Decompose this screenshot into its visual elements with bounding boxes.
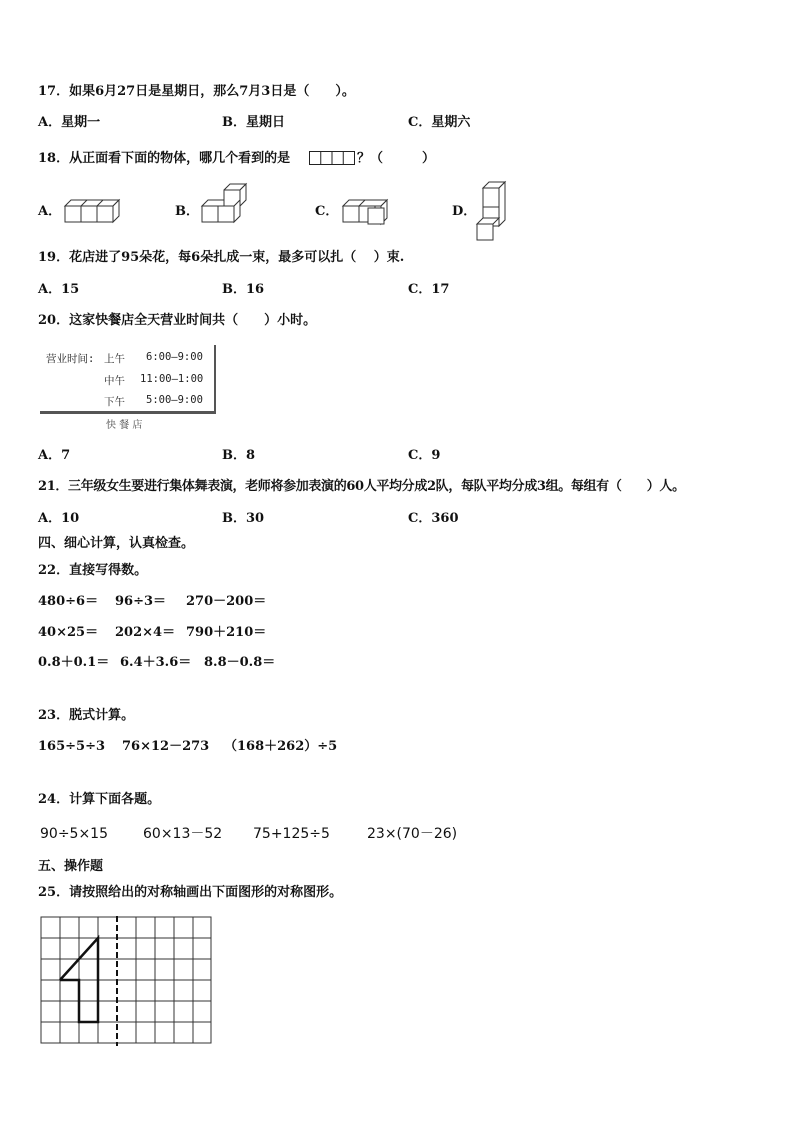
q21-option-a: A．10	[38, 511, 80, 526]
q18-option-d: D．	[452, 204, 477, 219]
q18-figure-b	[199, 188, 251, 226]
q25-text: 25．请按照给出的对称轴画出下面图形的对称图形。	[38, 885, 343, 900]
q23-text: 23．脱式计算。	[38, 708, 135, 723]
q18-after: ？（ ）	[357, 151, 436, 166]
q24-text: 24．计算下面各题。	[38, 792, 161, 807]
q17-option-a: A．星期一	[38, 115, 101, 130]
schedule-row-1-period: 上午	[104, 353, 125, 365]
schedule-row-1-time: 6:00—9:00	[146, 351, 203, 363]
q24-item-4: 23×(70－26)	[367, 826, 458, 842]
section-4-title: 四、细心计算，认真检查。	[38, 536, 195, 551]
q18-figure-a	[62, 195, 122, 223]
q22-r2-c1: 40×25＝	[38, 625, 99, 640]
q17-option-b: B．星期日	[222, 115, 285, 130]
schedule-row-3-period: 下午	[104, 396, 125, 408]
q18-option-c: C．	[315, 204, 339, 219]
schedule-row-2-time: 11:00—1:00	[140, 373, 204, 385]
q22-r3-c3: 8.8－0.8＝	[204, 655, 276, 670]
q19-text: 19．花店进了95朵花，每6朵扎成一束，最多可以扎（ ）束.	[38, 250, 405, 265]
schedule-caption: 快 餐 店	[106, 420, 143, 431]
section-5-title: 五、操作题	[38, 859, 104, 874]
q18-figure-c	[340, 194, 392, 226]
q23-item-2: 76×12－273	[122, 739, 210, 754]
q20-schedule-sign	[40, 345, 216, 414]
schedule-row-2-period: 中午	[104, 375, 125, 387]
q18-option-b: B．	[175, 204, 199, 219]
q22-r3-c2: 6.4＋3.6＝	[120, 655, 192, 670]
q24-item-3: 75+125÷5	[253, 826, 330, 842]
q19-option-c: C．17	[408, 282, 450, 297]
q19-option-a: A．15	[38, 282, 80, 297]
q22-r2-c3: 790＋210＝	[186, 625, 267, 640]
q22-r1-c1: 480÷6＝	[38, 594, 99, 609]
q25-grid-figure	[40, 916, 214, 1046]
q20-option-c: C．9	[408, 448, 441, 463]
q18-text: 18．从正面看下面的物体，哪几个看到的是	[38, 151, 291, 166]
q20-option-a: A．7	[38, 448, 71, 463]
q18-target-view-figure	[309, 151, 355, 165]
q20-text: 20．这家快餐店全天营业时间共（ ）小时。	[38, 313, 317, 328]
q23-item-3: （168＋262）÷5	[224, 739, 338, 754]
q24-item-1: 90÷5×15	[40, 826, 108, 842]
schedule-label: 营业时间:	[46, 353, 95, 365]
q18-figure-d	[476, 180, 508, 242]
schedule-row-3-time: 5:00—9:00	[146, 394, 203, 406]
q22-r1-c3: 270－200＝	[186, 594, 267, 609]
q18-option-a: A．	[38, 204, 62, 219]
q22-r3-c1: 0.8＋0.1＝	[38, 655, 110, 670]
q22-r1-c2: 96÷3＝	[115, 594, 167, 609]
q21-text: 21．三年级女生要进行集体舞表演，老师将参加表演的60人平均分成2队，每队平均分成3组。每组有（ ）人。	[38, 479, 685, 494]
q17-option-c: C．星期六	[408, 115, 471, 130]
q24-item-2: 60×13－52	[143, 826, 223, 842]
q21-option-c: C．360	[408, 511, 459, 526]
q21-option-b: B．30	[222, 511, 265, 526]
q22-text: 22．直接写得数。	[38, 563, 148, 578]
q19-option-b: B．16	[222, 282, 265, 297]
q22-r2-c2: 202×4＝	[115, 625, 176, 640]
q17-text: 17．如果6月27日是星期日，那么7月3日是（ ）。	[38, 84, 355, 99]
q20-option-b: B．8	[222, 448, 256, 463]
q23-item-1: 165÷5÷3	[38, 739, 106, 754]
